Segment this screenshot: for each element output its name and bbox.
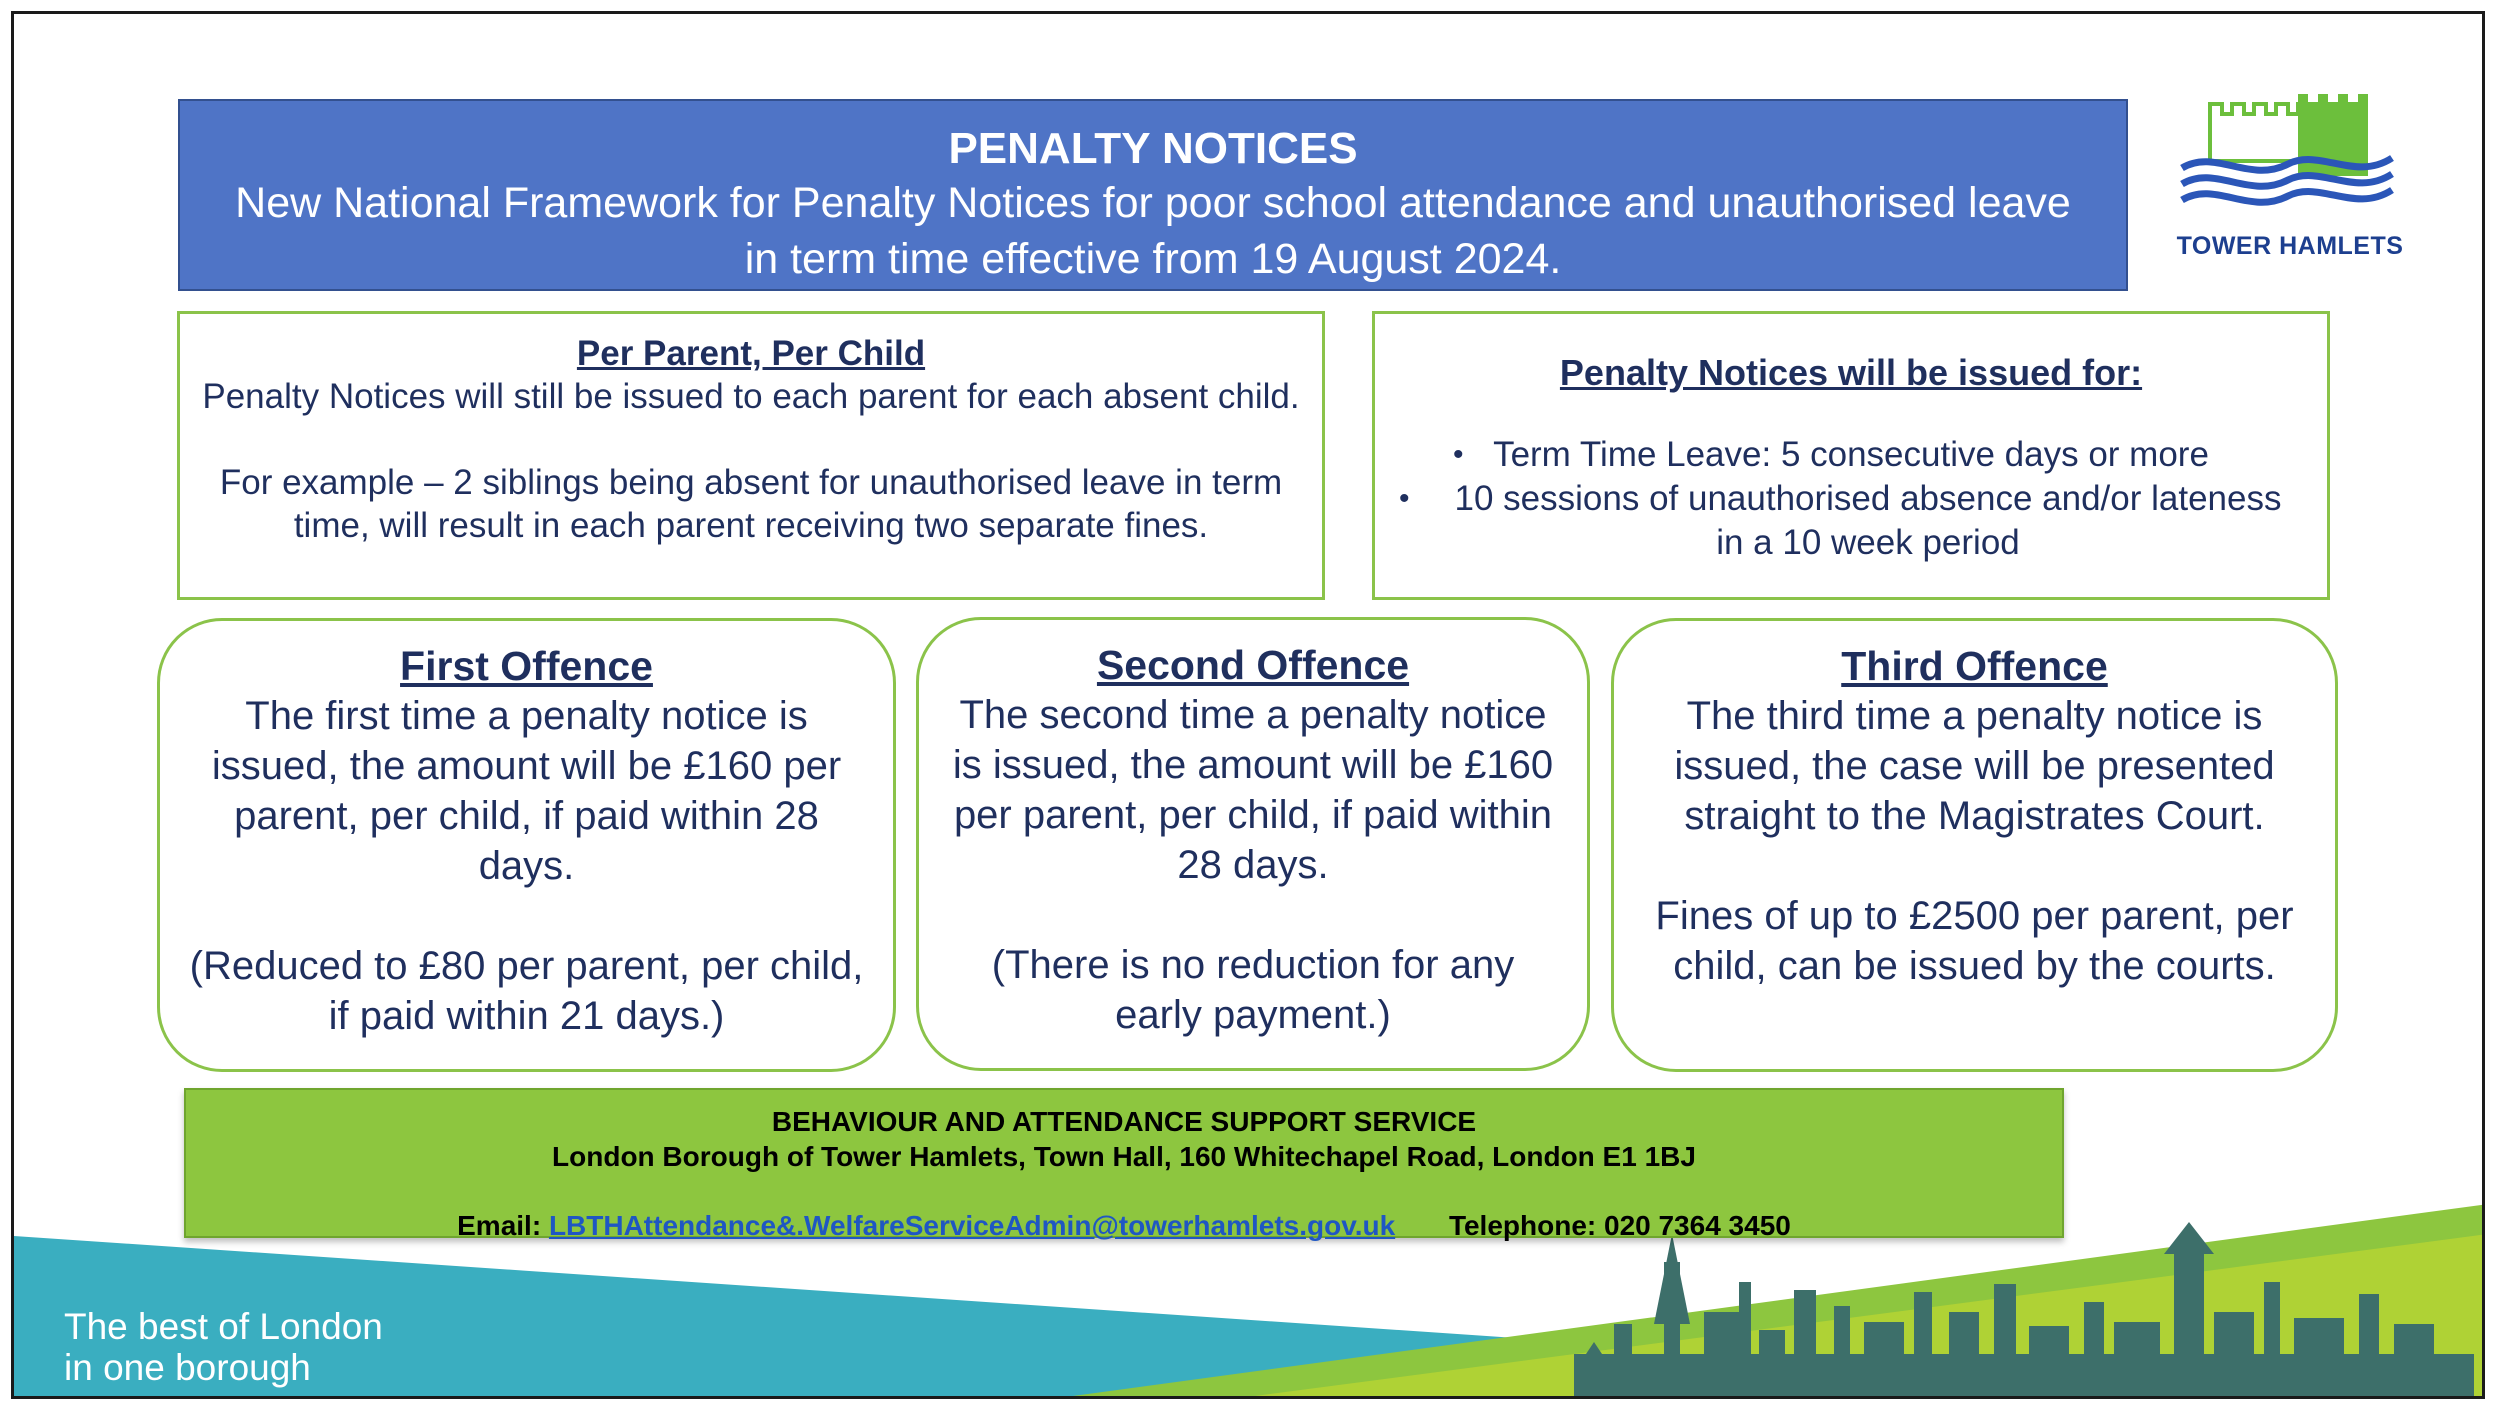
email-label: Email: [457, 1210, 542, 1241]
contact-line [186, 1208, 2062, 1243]
service-name: BEHAVIOUR AND ATTENDANCE SUPPORT SERVICE [771, 1106, 1477, 1137]
page-title: PENALTY NOTICES [948, 124, 1358, 173]
list-item [1393, 433, 2309, 477]
tagline-line-1: The best of London [64, 1306, 383, 1347]
service-address: London Borough of Tower Hamlets, Town Hall, 160 Whitechapel Road, London E1 1BJ [552, 1141, 1696, 1172]
contact-banner [184, 1088, 2064, 1241]
first-offence-heading: First Offence [400, 643, 653, 689]
castle-wave-icon [2170, 86, 2410, 236]
first-offence-text: The first time a penalty notice is issued, the amount will be £160 per parent, per child, if paid within 28 days. [211, 694, 842, 888]
third-offence-text: The third time a penalty notice is issued, the case will be presented straight to the Magistrates Court. [1674, 694, 2275, 838]
header-banner [178, 99, 2128, 291]
bullet-icon: • [1453, 438, 1464, 471]
logo-text: TOWER HAMLETS [2176, 232, 2404, 260]
tagline [64, 1306, 383, 1388]
second-offence-note: (There is no reduction for any early payment.) [991, 943, 1515, 1037]
issued-for-heading: Penalty Notices will be issued for: [1559, 352, 2143, 393]
first-offence-box [157, 618, 896, 1072]
third-offence-box [1611, 618, 2338, 1072]
issued-for-box [1372, 311, 2330, 600]
slide [11, 11, 2485, 1399]
list-item-text: Term Time Leave: 5 consecutive days or more [1493, 435, 2209, 474]
issued-for-list [1375, 433, 2327, 565]
list-item [1393, 477, 2309, 565]
tagline-line-2: in one borough [64, 1347, 311, 1388]
per-parent-example: For example – 2 siblings being absent for unauthorised leave in term time, will result in each parent receiving two separate fines. [219, 463, 1283, 545]
second-offence-heading: Second Offence [1096, 642, 1410, 688]
per-parent-heading: Per Parent, Per Child [576, 334, 926, 373]
second-offence-box [916, 617, 1590, 1071]
page-subtitle: New National Framework for Penalty Notices for poor school attendance and unauthorised leave in term time effective from 19 August 2024. [235, 179, 2071, 283]
third-offence-heading: Third Offence [1841, 643, 2108, 689]
per-parent-box [177, 311, 1325, 600]
third-offence-note: Fines of up to £2500 per parent, per child, can be issued by the courts. [1655, 894, 2294, 988]
per-parent-paragraph: Penalty Notices will still be issued to each parent for each absent child. [202, 377, 1300, 416]
list-item-text: 10 sessions of unauthorised absence and/or lateness in a 10 week period [1454, 479, 2282, 562]
email-link[interactable]: LBTHAttendance&.WelfareServiceAdmin@towerhamlets.gov.uk [548, 1210, 1396, 1241]
second-offence-text: The second time a penalty notice is issued, the amount will be £160 per parent, per child, if paid within 28 days. [952, 693, 1554, 887]
phone-number: Telephone: 020 7364 3450 [1448, 1210, 1791, 1241]
first-offence-note: (Reduced to £80 per parent, per child, if paid within 21 days.) [189, 944, 864, 1038]
tower-hamlets-logo [2170, 86, 2410, 276]
bullet-icon: • [1399, 482, 1410, 515]
